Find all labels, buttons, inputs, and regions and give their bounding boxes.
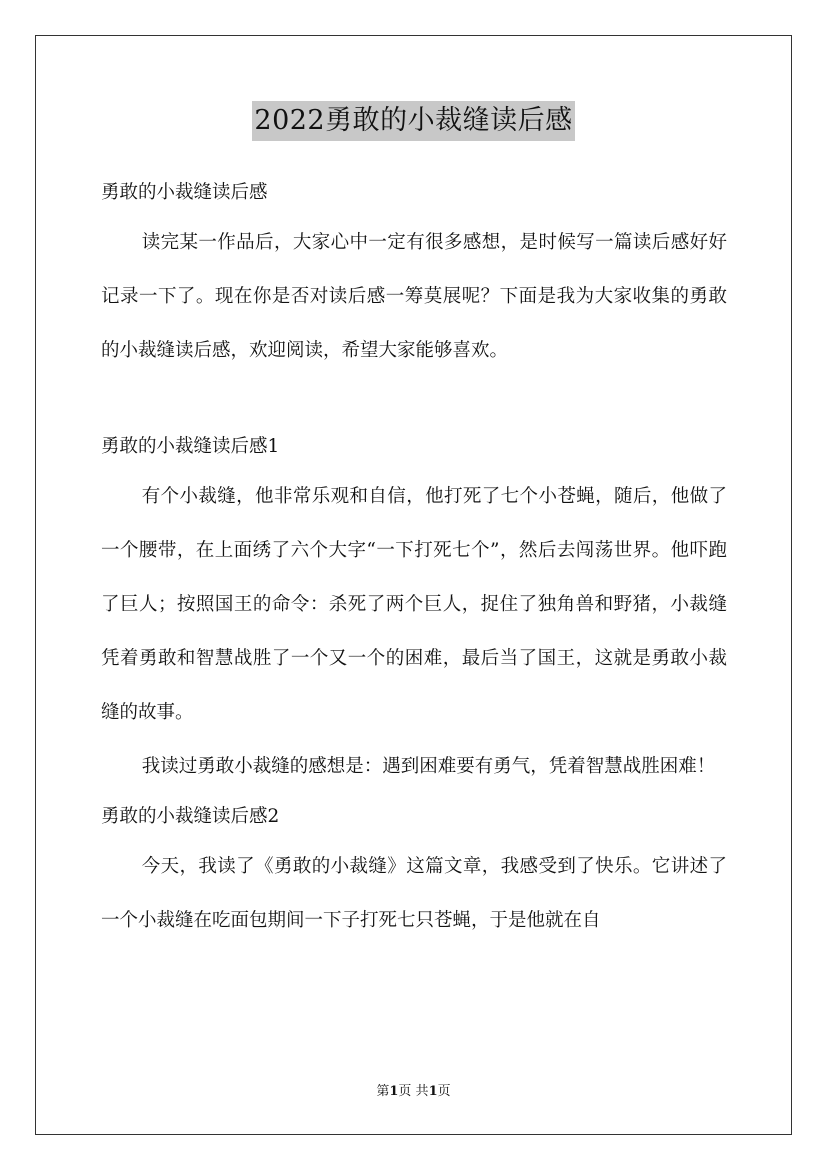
- footer-page-suffix: 页: [437, 1084, 451, 1099]
- subtitle: 勇敢的小裁缝读后感: [101, 182, 268, 203]
- document-body: [101, 170, 727, 948]
- footer-page-total: 1: [428, 1084, 438, 1099]
- document-title: 2022勇敢的小裁缝读后感: [252, 101, 574, 141]
- section-2-paragraph-1: 今天，我读了《勇敢的小裁缝》这篇文章，我感受到了快乐。它讲述了一个小裁缝在吃面包期间一下子打死七只苍蝇，于是他就在自: [101, 856, 727, 931]
- title-container: [0, 101, 827, 141]
- section-1-paragraph-2: 我读过勇敢小裁缝的感想是：遇到困难要有勇气，凭着智慧战胜困难！: [141, 756, 716, 777]
- section-heading-1: 勇敢的小裁缝读后感1: [101, 436, 280, 457]
- footer-page-current: 1: [389, 1084, 399, 1099]
- footer-page-prefix: 第: [376, 1084, 390, 1099]
- page-footer: [0, 1082, 827, 1102]
- section-heading-2: 勇敢的小裁缝读后感2: [101, 806, 280, 827]
- section-1-paragraph-1: 有个小裁缝，他非常乐观和自信，他打死了七个小苍蝇，随后，他做了一个腰带，在上面绣了六个大字“一下打死七个”，然后去闯荡世界。他吓跑了巨人；按照国王的命令：杀死了两个巨人，捉住了独角兽和野猪，小裁缝凭着勇敢和智慧战胜了一个又一个的困难，最后当了国王，这就是勇敢小裁缝的故事。: [101, 486, 727, 723]
- footer-page-mid: 页 共: [398, 1084, 429, 1099]
- intro-paragraph: 读完某一作品后，大家心中一定有很多感想，是时候写一篇读后感好好记录一下了。现在你是否对读后感一筹莫展呢？下面是我为大家收集的勇敢的小裁缝读后感，欢迎阅读，希望大家能够喜欢。: [101, 232, 727, 361]
- section-gap: [101, 378, 727, 424]
